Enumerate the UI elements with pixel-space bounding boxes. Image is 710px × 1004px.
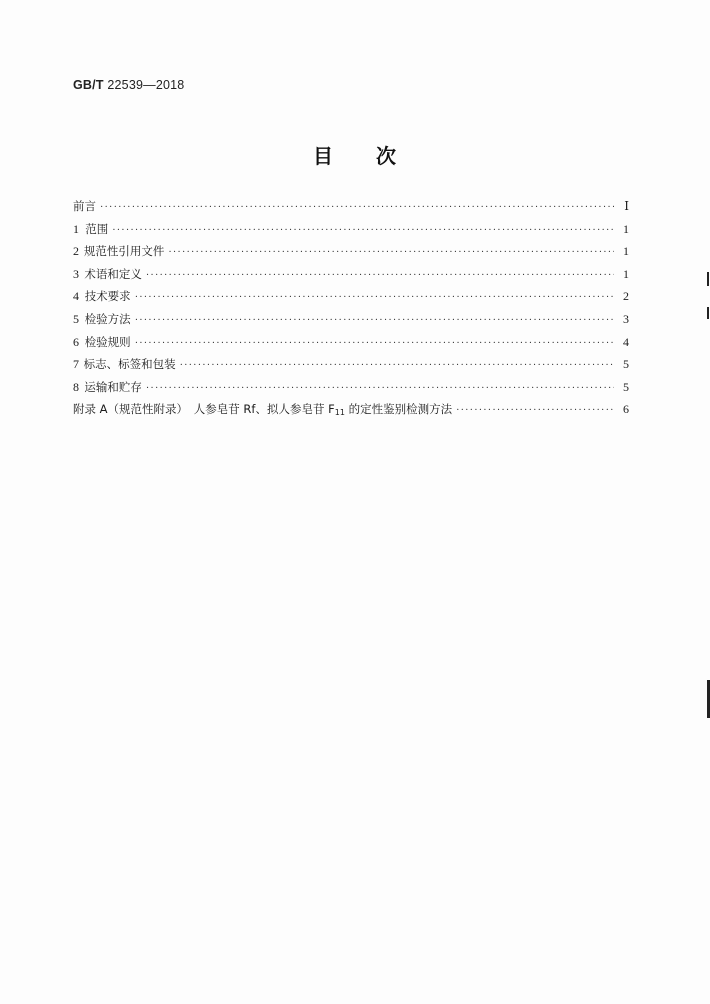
toc-page-number: 4 xyxy=(623,334,629,349)
toc-number: 7 xyxy=(73,357,79,372)
toc-label: 术语和定义 xyxy=(84,266,142,281)
toc-entry-test-methods[interactable] xyxy=(73,311,629,334)
toc-number: 2 xyxy=(73,244,79,259)
standard-prefix: GB/T xyxy=(73,78,104,92)
toc-leader-dots xyxy=(100,202,614,213)
toc-label: 运输和贮存 xyxy=(84,379,142,394)
toc-entry-technical-requirements[interactable] xyxy=(73,288,629,311)
toc-leader-dots xyxy=(112,225,614,236)
toc-leader-dots xyxy=(456,405,614,416)
toc-entry-scope[interactable] xyxy=(73,221,629,244)
toc-label: 范围 xyxy=(85,221,109,236)
toc-entry-inspection-rules[interactable] xyxy=(73,334,629,357)
toc-number: 8 xyxy=(73,379,79,394)
toc-label: 检验方法 xyxy=(84,311,131,326)
toc-page-number: 1 xyxy=(623,244,629,259)
standard-code xyxy=(73,78,184,92)
toc-page-number: 1 xyxy=(623,266,629,281)
toc-page-number: 5 xyxy=(623,357,629,372)
toc-number: 6 xyxy=(73,334,79,349)
toc-leader-dots xyxy=(180,360,614,371)
scan-edge-mark xyxy=(707,307,709,319)
toc-label: 前言 xyxy=(73,199,96,213)
page-title: 目 次 xyxy=(313,144,397,168)
toc-label xyxy=(73,401,452,417)
toc-page-number: 5 xyxy=(623,379,629,394)
toc-leader-dots xyxy=(168,247,614,258)
toc-entry-foreword[interactable] xyxy=(73,198,629,221)
toc-entry-marking-labeling-packaging[interactable] xyxy=(73,356,629,379)
toc-leader-dots xyxy=(146,270,614,281)
scan-edge-mark xyxy=(707,272,709,286)
toc-label-subscript: 11 xyxy=(334,408,345,418)
toc-leader-dots xyxy=(135,315,614,326)
toc-page-number: 2 xyxy=(623,289,629,304)
toc-leader-dots xyxy=(135,338,614,349)
toc-label: 检验规则 xyxy=(84,334,131,349)
toc-number: 3 xyxy=(73,266,79,281)
toc-number: 1 xyxy=(73,221,79,236)
toc-page-number: Ⅰ xyxy=(624,199,629,213)
toc-page-number: 6 xyxy=(623,402,629,417)
toc-leader-dots xyxy=(135,292,614,303)
toc-entry-annex-a[interactable] xyxy=(73,401,629,424)
table-of-contents xyxy=(73,198,629,424)
toc-label: 标志、标签和包装 xyxy=(83,357,176,372)
toc-page-number: 3 xyxy=(623,311,629,326)
toc-entry-normative-references[interactable] xyxy=(73,243,629,266)
toc-label-main: 附录 A（规范性附录） 人参皂苷 Rf、拟人参皂苷 F xyxy=(73,402,335,417)
toc-number: 4 xyxy=(73,289,79,304)
toc-number: 5 xyxy=(73,311,79,326)
standard-number: 22539—2018 xyxy=(107,78,185,92)
toc-entry-terms-definitions[interactable] xyxy=(73,266,629,289)
toc-label: 规范性引用文件 xyxy=(83,244,165,259)
toc-label-tail: 的定性鉴别检测方法 xyxy=(344,402,453,417)
toc-leader-dots xyxy=(146,383,614,394)
toc-entry-transport-storage[interactable] xyxy=(73,379,629,402)
toc-label: 技术要求 xyxy=(84,289,131,304)
toc-page-number: 1 xyxy=(623,221,629,236)
